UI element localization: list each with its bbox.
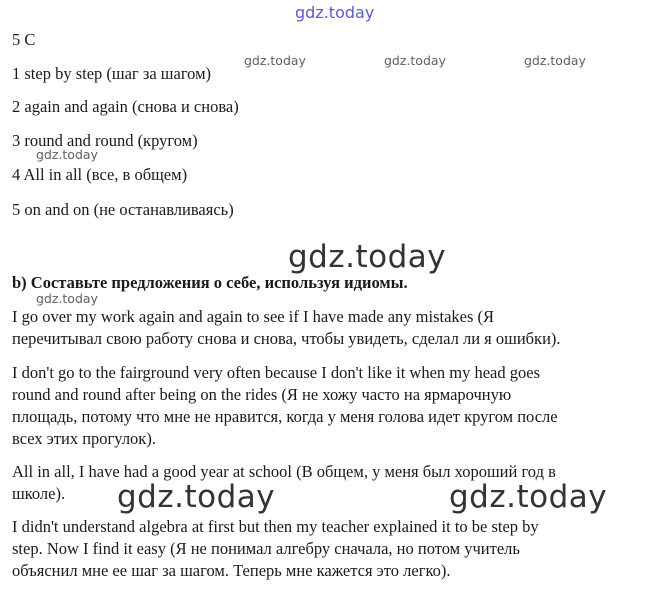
paragraph-line: round and round after being on the rides (Я не хожу часто на ярмарочную xyxy=(12,385,512,404)
answer-item: 5 on and on (не останавливаясь) xyxy=(12,200,234,219)
watermark-small: gdz.today xyxy=(244,53,306,68)
paragraph-line: step. Now I find it easy (Я не понимал алгебру сначала, но потом учитель xyxy=(12,539,520,558)
watermark-top: gdz.today xyxy=(295,3,375,22)
answer-item: 2 again and again (снова и снова) xyxy=(12,97,239,116)
task-heading: b) Составьте предложения о себе, используя идиомы. xyxy=(12,273,408,292)
paragraph-line: перечитывал свою работу снова и снова, чтобы увидеть, сделал ли я ошибки). xyxy=(12,329,561,348)
sentence-paragraph xyxy=(12,362,660,450)
paragraph-line: I didn't understand algebra at first but then my teacher explained it to be step by xyxy=(12,517,539,536)
paragraph-line: площадь, потому что мне не нравится, когда у меня голова идет кругом после xyxy=(12,407,558,426)
sentence-paragraph xyxy=(12,516,660,582)
paragraph-line: всех этих прогулок). xyxy=(12,429,156,448)
watermark-small: gdz.today xyxy=(524,53,586,68)
sentence-paragraph xyxy=(12,306,660,350)
watermark-small: gdz.today xyxy=(36,147,98,162)
watermark-small: gdz.today xyxy=(384,53,446,68)
paragraph-line: I don't go to the fairground very often because I don't like it when my head goes xyxy=(12,363,540,382)
sentence-paragraph xyxy=(12,461,660,505)
paragraph-line: объяснил мне ее шаг за шагом. Теперь мне кажется это легко). xyxy=(12,561,451,580)
answer-item: 3 round and round (кругом) xyxy=(12,131,198,150)
paragraph-line: I go over my work again and again to see if I have made any mistakes (Я xyxy=(12,307,495,326)
answer-heading: 5 C xyxy=(12,30,36,49)
answer-item: 4 All in all (все, в общем) xyxy=(12,165,188,184)
paragraph-line: All in all, I have had a good year at school (В общем, у меня был хороший год в xyxy=(12,462,556,481)
watermark-large: gdz.today xyxy=(288,239,447,275)
watermark-large: gdz.today xyxy=(117,479,276,515)
watermark-small: gdz.today xyxy=(36,291,98,306)
paragraph-line: школе). xyxy=(12,484,66,503)
answer-item: 1 step by step (шаг за шагом) xyxy=(12,64,212,83)
watermark-large: gdz.today xyxy=(449,479,608,515)
